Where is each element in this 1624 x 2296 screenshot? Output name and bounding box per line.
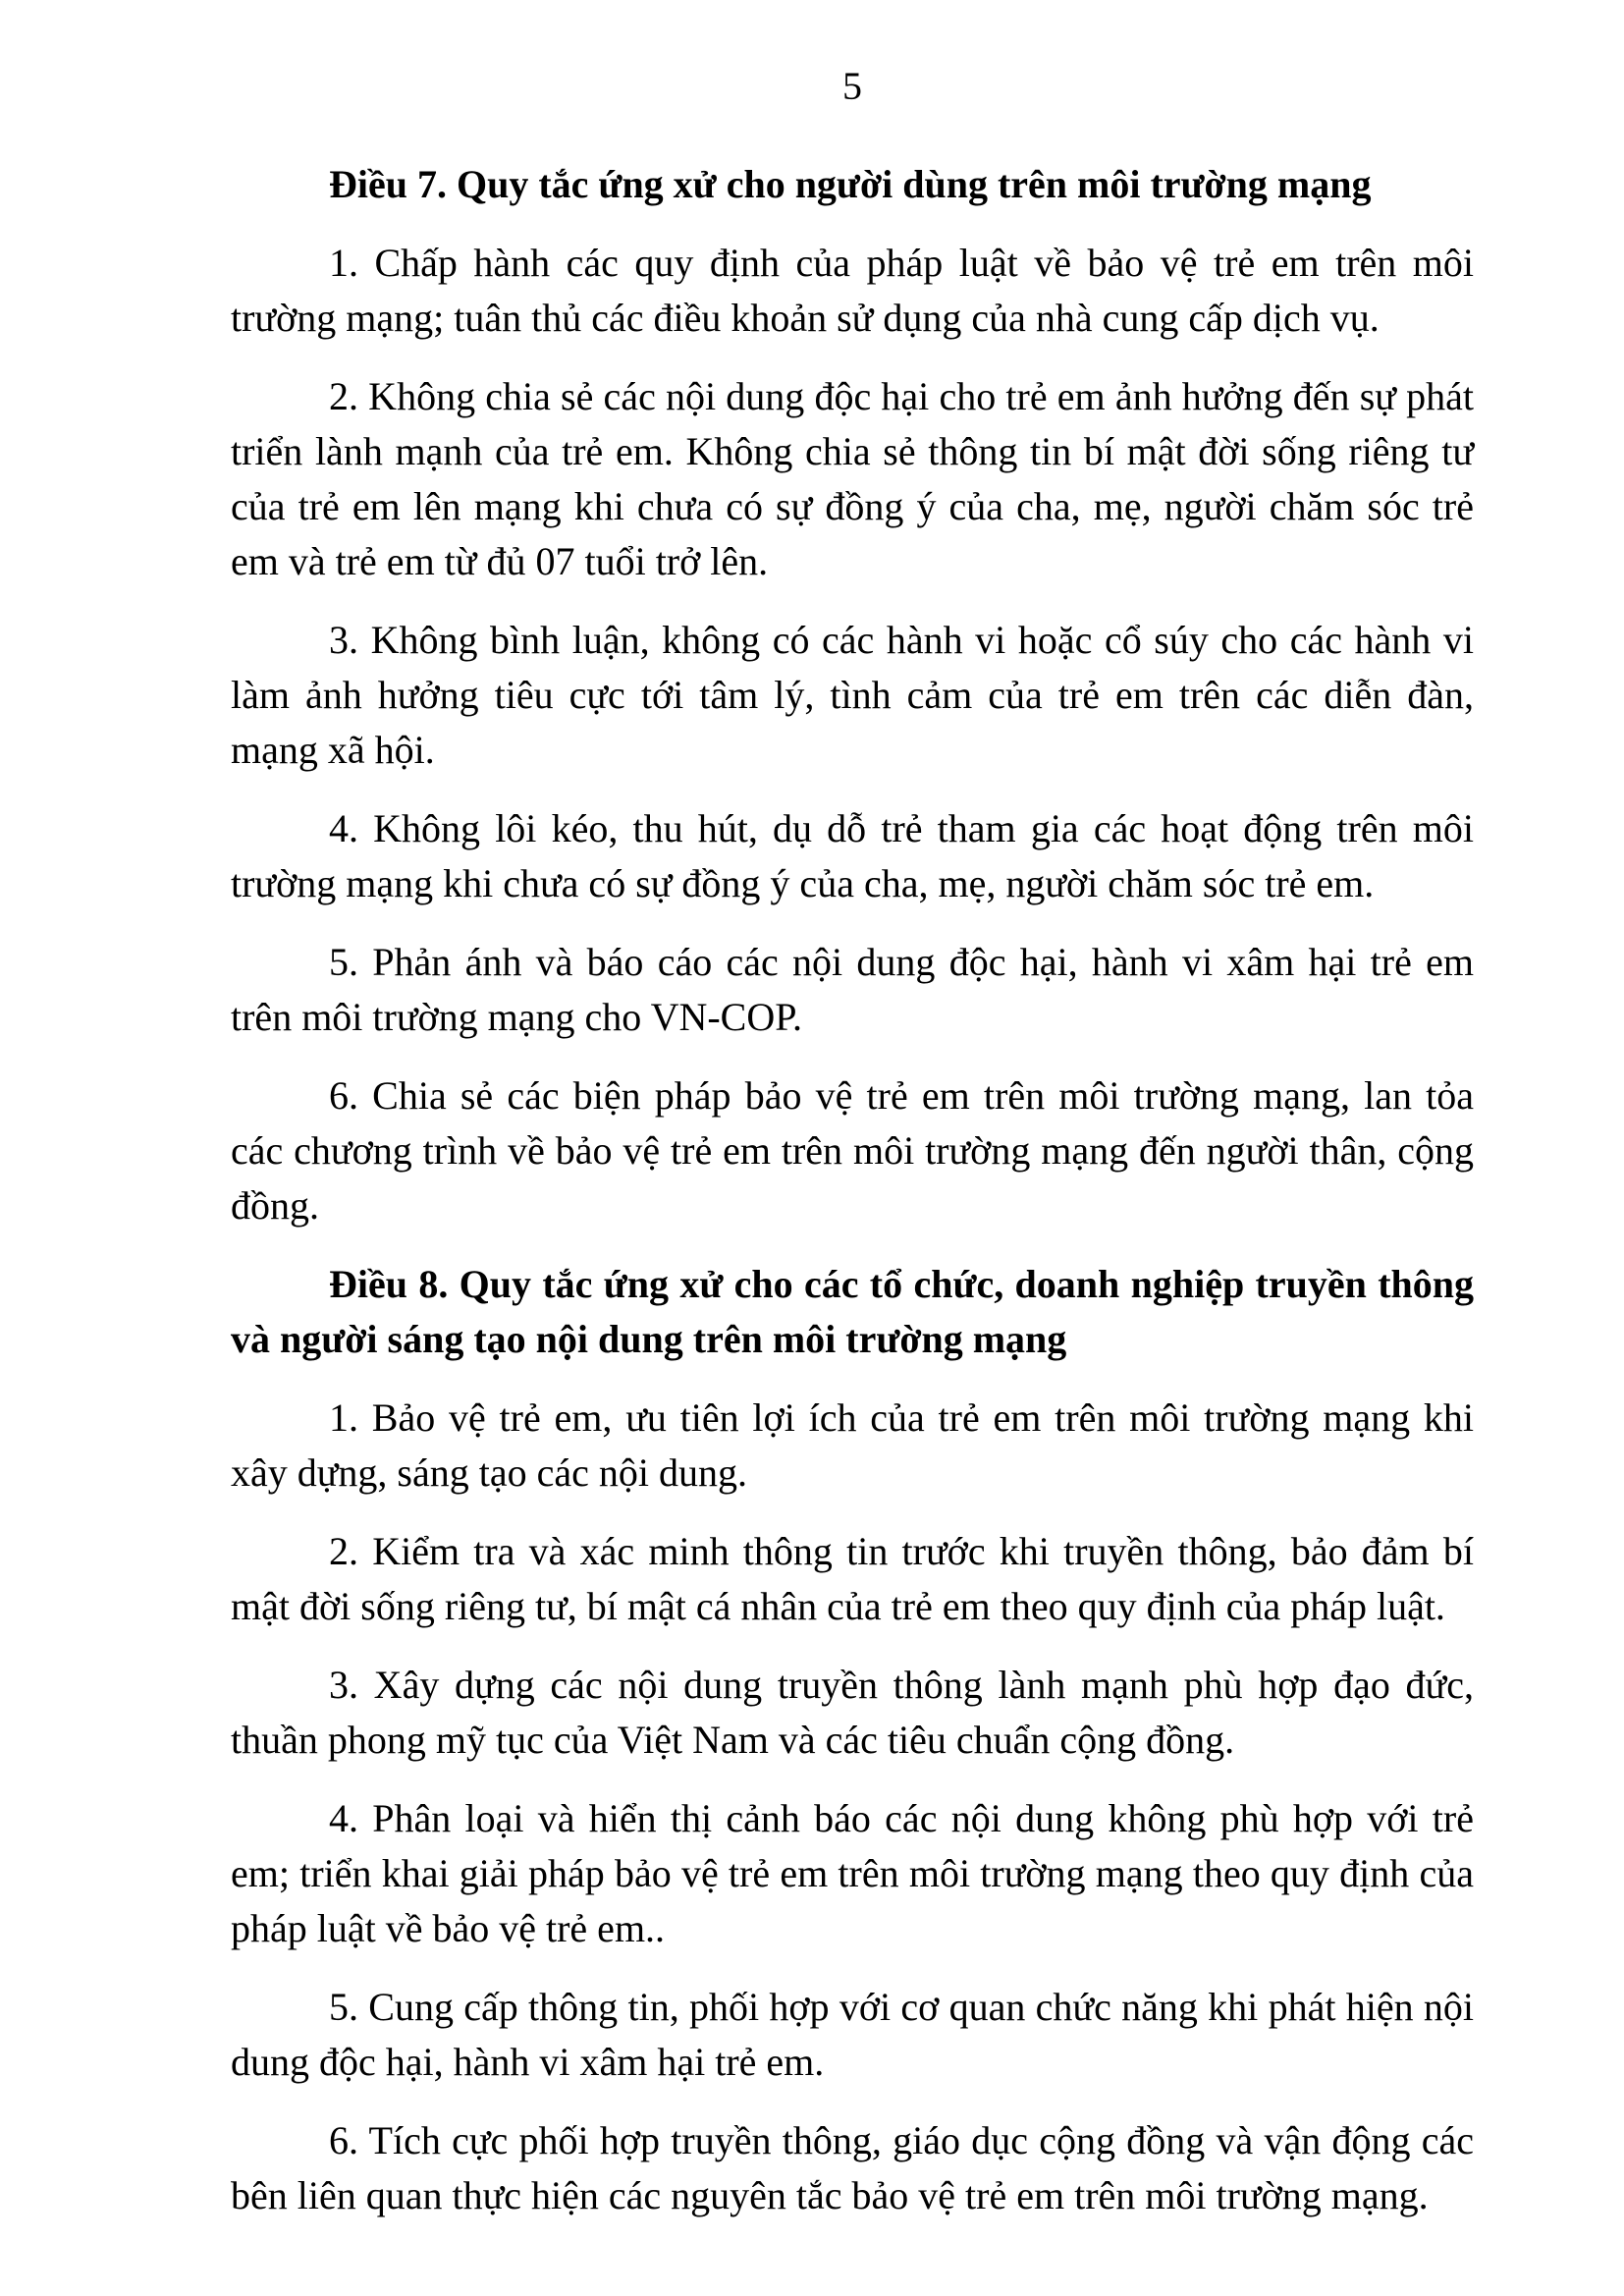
article-8-heading: Điều 8. Quy tắc ứng xử cho các tổ chức, doanh nghiệp truyền thông và người sáng tạo nội dung trên môi trường mạng <box>231 1262 1474 1361</box>
article-8-paragraph-3: 3. Xây dựng các nội dung truyền thông lành mạnh phù hợp đạo đức, thuần phong mỹ tục của Việt Nam và các tiêu chuẩn cộng đồng. <box>231 1663 1474 1762</box>
article-7-paragraph-4: 4. Không lôi kéo, thu hút, dụ dỗ trẻ tham gia các hoạt động trên môi trường mạng khi chưa có sự đồng ý của cha, mẹ, người chăm sóc trẻ em. <box>231 806 1474 905</box>
page-number: 5 <box>842 64 862 108</box>
article-8-paragraph-1: 1. Bảo vệ trẻ em, ưu tiên lợi ích của trẻ em trên môi trường mạng khi xây dựng, sáng tạo các nội dung. <box>231 1395 1474 1495</box>
article-7-heading: Điều 7. Quy tắc ứng xử cho người dùng trên môi trường mạng <box>329 162 1372 206</box>
article-7-paragraph-3: 3. Không bình luận, không có các hành vi hoặc cổ súy cho các hành vi làm ảnh hưởng tiêu cực tới tâm lý, tình cảm của trẻ em trên các diễn đàn, mạng xã hội. <box>231 618 1474 772</box>
article-8-paragraph-4: 4. Phân loại và hiển thị cảnh báo các nội dung không phù hợp với trẻ em; triển khai giải pháp bảo vệ trẻ em trên môi trường mạng theo quy định của pháp luật về bảo vệ trẻ em.. <box>231 1796 1474 1950</box>
article-7-paragraph-1: 1. Chấp hành các quy định của pháp luật về bảo vệ trẻ em trên môi trường mạng; tuân thủ các điều khoản sử dụng của nhà cung cấp dịch vụ. <box>231 241 1474 340</box>
article-8-paragraph-5: 5. Cung cấp thông tin, phối hợp với cơ quan chức năng khi phát hiện nội dung độc hại, hành vi xâm hại trẻ em. <box>231 1985 1474 2084</box>
article-8-paragraph-2: 2. Kiểm tra và xác minh thông tin trước khi truyền thông, bảo đảm bí mật đời sống riêng tư, bí mật cá nhân của trẻ em theo quy định của pháp luật. <box>231 1529 1474 1628</box>
document-body <box>231 157 1474 2247</box>
article-7-paragraph-6: 6. Chia sẻ các biện pháp bảo vệ trẻ em trên môi trường mạng, lan tỏa các chương trình về bảo vệ trẻ em trên môi trường mạng đến người thân, cộng đồng. <box>231 1073 1474 1228</box>
article-7-paragraph-5: 5. Phản ánh và báo cáo các nội dung độc hại, hành vi xâm hại trẻ em trên môi trường mạng cho VN-COP. <box>231 940 1474 1039</box>
article-8-paragraph-6: 6. Tích cực phối hợp truyền thông, giáo dục cộng đồng và vận động các bên liên quan thực hiện các nguyên tắc bảo vệ trẻ em trên môi trường mạng. <box>231 2118 1474 2217</box>
article-7-paragraph-2: 2. Không chia sẻ các nội dung độc hại cho trẻ em ảnh hưởng đến sự phát triển lành mạnh của trẻ em. Không chia sẻ thông tin bí mật đời sống riêng tư của trẻ em lên mạng khi chưa có sự đồng ý của cha, mẹ, người chăm sóc trẻ em và trẻ em từ đủ 07 tuổi trở lên. <box>231 374 1474 583</box>
